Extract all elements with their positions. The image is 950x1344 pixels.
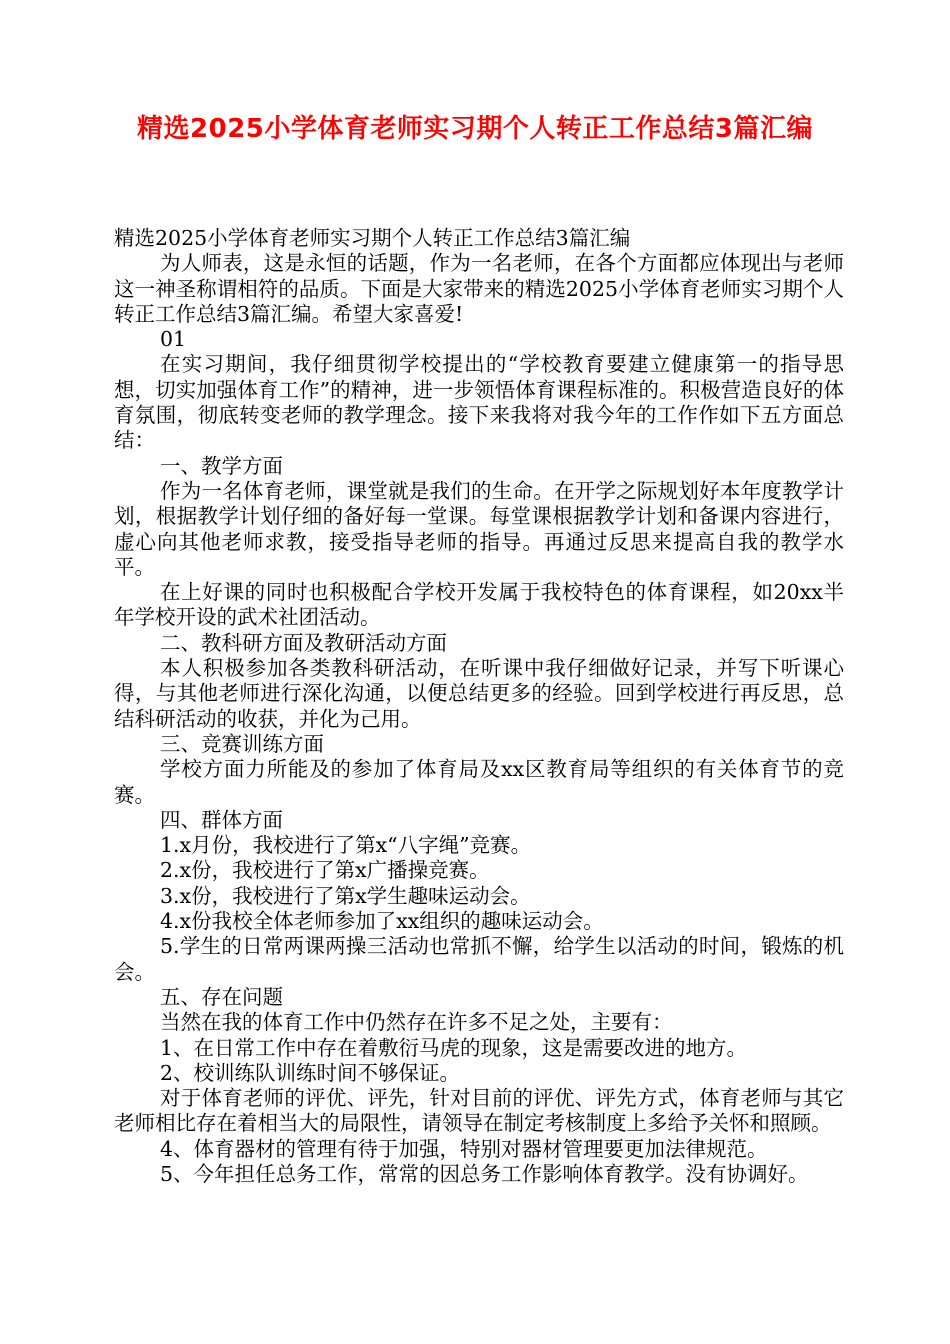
body-paragraph: 五、存在问题 bbox=[160, 984, 283, 1009]
body-paragraph: 二、教科研方面及教研活动方面 bbox=[160, 630, 447, 655]
body-paragraph: 3.x份，我校进行了第x学生趣味运动会。 bbox=[160, 883, 531, 908]
body-paragraph: 1.x月份，我校进行了第x“八字绳”竞赛。 bbox=[160, 833, 532, 858]
body-paragraph: 2、校训练队训练时间不够保证。 bbox=[160, 1060, 461, 1085]
body-paragraph: 5.学生的日常两课两操三活动也常抓不懈，给学生以活动的时间，锻炼的机会。 bbox=[114, 934, 844, 984]
body-paragraph: 1、在日常工作中存在着敷衍马虎的现象，这是需要改进的地方。 bbox=[160, 1035, 748, 1060]
body-paragraph: 一、教学方面 bbox=[160, 453, 283, 478]
body-paragraph: 四、群体方面 bbox=[160, 807, 283, 832]
body-paragraph: 为人师表，这是永恒的话题，作为一名老师，在各个方面都应体现出与老师这一神圣称谓相符的品质。下面是大家带来的精选2025小学体育老师实习期个人转正工作总结3篇汇编。希望大家喜爱! bbox=[114, 251, 844, 326]
body-paragraph: 作为一名体育老师，课堂就是我们的生命。在开学之际规划好本年度教学计划，根据教学计划仔细的备好每一堂课。每堂课根据教学计划和备课内容进行，虚心向其他老师求教，接受指导老师的指导。再通过反思来提高自我的教学水平。 bbox=[114, 478, 844, 579]
body-paragraph: 精选2025小学体育老师实习期个人转正工作总结3篇汇编 bbox=[114, 226, 631, 250]
body-paragraph: 在上好课的同时也积极配合学校开发属于我校特色的体育课程，如20xx半年学校开设的武术社团活动。 bbox=[114, 580, 844, 630]
body-paragraph: 对于体育老师的评优、评先，针对目前的评优、评先方式，体育老师与其它老师相比存在着相当大的局限性，请领导在制定考核制度上多给予关怀和照顾。 bbox=[114, 1086, 844, 1136]
body-paragraph: 4、体育器材的管理有待于加强，特别对器材管理要更加法律规范。 bbox=[160, 1136, 768, 1161]
body-paragraph: 5、今年担任总务工作，常常的因总务工作影响体育教学。没有协调好。 bbox=[160, 1161, 809, 1186]
body-paragraph: 学校方面力所能及的参加了体育局及xx区教育局等组织的有关体育节的竞赛。 bbox=[114, 757, 844, 807]
body-paragraph: 本人积极参加各类教科研活动，在听课中我仔细做好记录，并写下听课心得，与其他老师进行深化沟通，以便总结更多的经验。回到学校进行再反思，总结科研活动的收获，并化为己用。 bbox=[114, 656, 844, 731]
body-paragraph: 当然在我的体育工作中仍然存在许多不足之处，主要有： bbox=[160, 1010, 673, 1035]
body-paragraph: 在实习期间，我仔细贯彻学校提出的“学校教育要建立健康第一的指导思想，切实加强体育工作”的精神，进一步领悟体育课程标准的。积极营造良好的体育氛围，彻底转变老师的教学理念。接下来我将对我今年的工作作如下五方面总结： bbox=[114, 352, 844, 453]
body-paragraph: 4.x份我校全体老师参加了xx组织的趣味运动会。 bbox=[160, 909, 604, 934]
body-paragraph: 2.x份，我校进行了第x广播操竞赛。 bbox=[160, 858, 490, 883]
body-paragraph: 01 bbox=[160, 327, 187, 352]
document-body bbox=[114, 226, 844, 1187]
body-paragraph: 三、竞赛训练方面 bbox=[160, 731, 324, 756]
document-title: 精选2025小学体育老师实习期个人转正工作总结3篇汇编 bbox=[137, 114, 813, 144]
